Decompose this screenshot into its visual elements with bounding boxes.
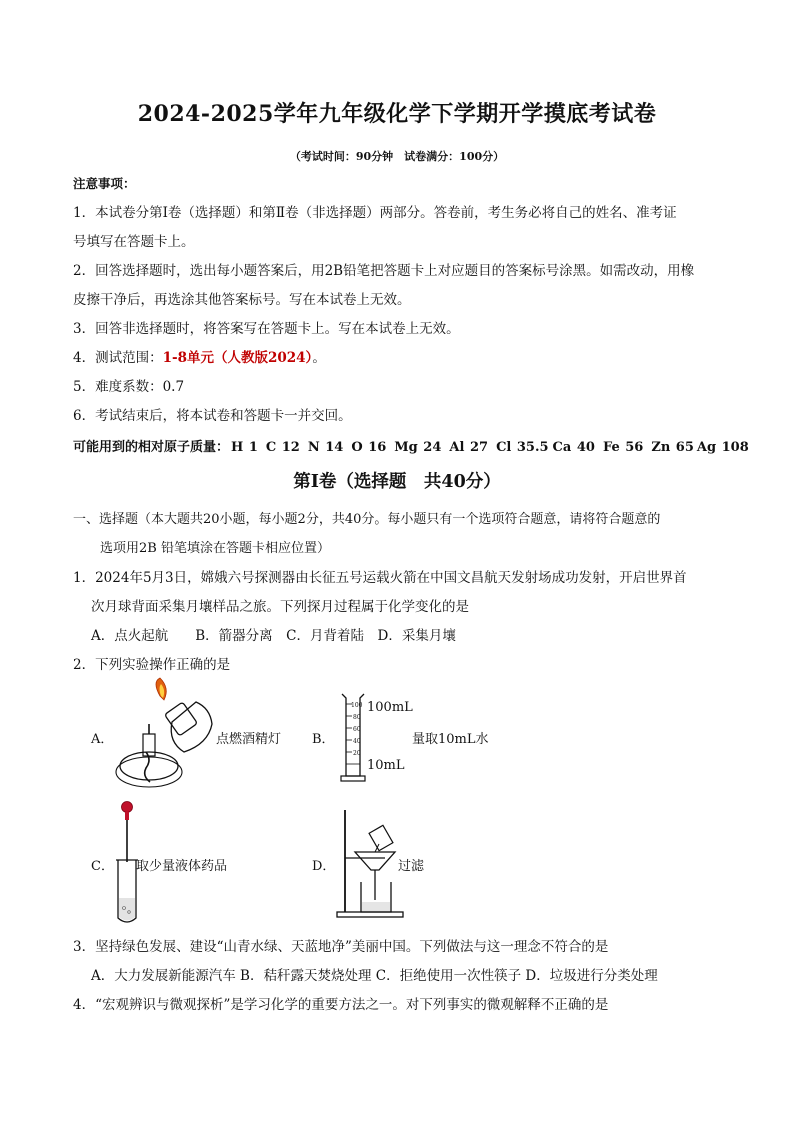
q1-stem-line-1: 1．2024年5月3日，嫦娥六号探测器由长征五号运载火箭在中国文昌航天发射场成功发射，开启世界首 xyxy=(73,570,687,586)
atomic-mass: H 1 xyxy=(231,440,258,455)
note-4-prefix: 4．测试范围： xyxy=(73,350,163,366)
section-instruction-line-2: 选项用2B 铅笔填涂在答题卡相应位置） xyxy=(100,541,330,556)
q2-option-a-caption: 点燃酒精灯 xyxy=(216,732,282,747)
q2-option-d-letter: D． xyxy=(312,859,336,874)
cylinder-capacity-label: 100mL xyxy=(367,700,413,715)
atomic-mass: Zn 65 xyxy=(651,440,694,455)
exam-title: 2024-2025学年九年级化学下学期开学摸底考试卷 xyxy=(137,101,657,127)
atomic-masses xyxy=(73,436,749,455)
q1-stem-line-2: 次月球背面采集月壤样品之旅。下列探月过程属于化学变化的是 xyxy=(91,599,469,615)
note-3: 3．回答非选择题时，将答案写在答题卡上。写在本试卷上无效。 xyxy=(73,321,460,337)
note-6: 6．考试结束后，将本试卷和答题卡一并交回。 xyxy=(73,408,352,424)
cylinder-tick-label: 80 xyxy=(353,714,361,721)
q2-option-b-caption: 量取10mL水 xyxy=(412,732,489,747)
atomic-mass: Mg 24 xyxy=(394,440,442,455)
q2-option-c-caption: 取少量液体药品 xyxy=(136,859,228,874)
note-5: 5．难度系数：0.7 xyxy=(73,379,185,395)
section-title: 第Ⅰ卷（选择题 共40分） xyxy=(293,472,501,492)
q4-stem: 4．“宏观辨识与微观探析”是学习化学的重要方法之一。对下列事实的微观解释不正确的是 xyxy=(73,997,609,1013)
cylinder-tick-label: 40 xyxy=(353,738,361,745)
atomic-mass: N 14 xyxy=(307,440,344,455)
q2-option-d-caption: 过滤 xyxy=(398,859,425,874)
atomic-mass: Cl 35.5 xyxy=(496,440,549,455)
atomic-mass: C 12 xyxy=(265,440,300,455)
q2-stem: 2．下列实验操作正确的是 xyxy=(73,657,231,673)
atomic-mass: Fe 56 xyxy=(602,440,644,455)
atomic-masses-label: 可能用到的相对原子质量： xyxy=(73,440,230,455)
q2-option-b-letter: B． xyxy=(312,732,335,747)
cylinder-tick-label: 20 xyxy=(353,750,361,757)
cylinder-volume-label: 10mL xyxy=(367,758,405,773)
atomic-mass: Ca 40 xyxy=(552,440,595,455)
note-1-line-2: 号填写在答题卡上。 xyxy=(73,234,195,250)
atomic-mass: O 16 xyxy=(351,440,387,455)
note-4 xyxy=(73,348,326,368)
q1-options: A．点火起航 B．箭器分离 C．月背着陆 D．采集月壤 xyxy=(91,628,456,644)
q3-options: A．大力发展新能源汽车 B．秸秆露天焚烧处理 C．拒绝使用一次性筷子 D．垃圾进行分类处理 xyxy=(91,968,658,984)
cylinder-tick-label: 60 xyxy=(353,726,361,733)
note-1-line-1: 1．本试卷分第Ⅰ卷（选择题）和第Ⅱ卷（非选择题）两部分。答卷前，考生务必将自己的姓名、准考证 xyxy=(73,205,677,221)
note-4-suffix: 。 xyxy=(312,350,326,366)
note-2-line-1: 2．回答选择题时，选出每小题答案后，用2B铅笔把答题卡上对应题目的答案标号涂黑。如需改动，用橡 xyxy=(73,263,695,279)
atomic-mass: Ag 108 xyxy=(696,440,749,455)
note-4-scope: 1-8单元（人教版2024） xyxy=(162,350,313,366)
section-instruction-line-1: 一、选择题（本大题共20小题，每小题2分，共40分。每小题只有一个选项符合题意，请将符合题意的 xyxy=(73,512,661,527)
q2-option-c-letter: C． xyxy=(91,859,114,874)
notes-heading: 注意事项： xyxy=(73,176,136,191)
filtration-setup-illustration xyxy=(335,808,405,920)
alcohol-lamp-lighting-illustration xyxy=(112,682,222,792)
q2-option-a-letter: A． xyxy=(91,732,114,747)
cylinder-tick-label: 100 xyxy=(351,702,363,709)
exam-subtitle: （考试时间：90分钟 试卷满分：100分） xyxy=(289,150,505,163)
note-2-line-2: 皮擦干净后，再选涂其他答案标号。写在本试卷上无效。 xyxy=(73,292,411,308)
atomic-mass: Al 27 xyxy=(449,440,489,455)
q3-stem: 3．坚持绿色发展、建设“山青水绿、天蓝地净”美丽中国。下列做法与这一理念不符合的是 xyxy=(73,939,609,955)
